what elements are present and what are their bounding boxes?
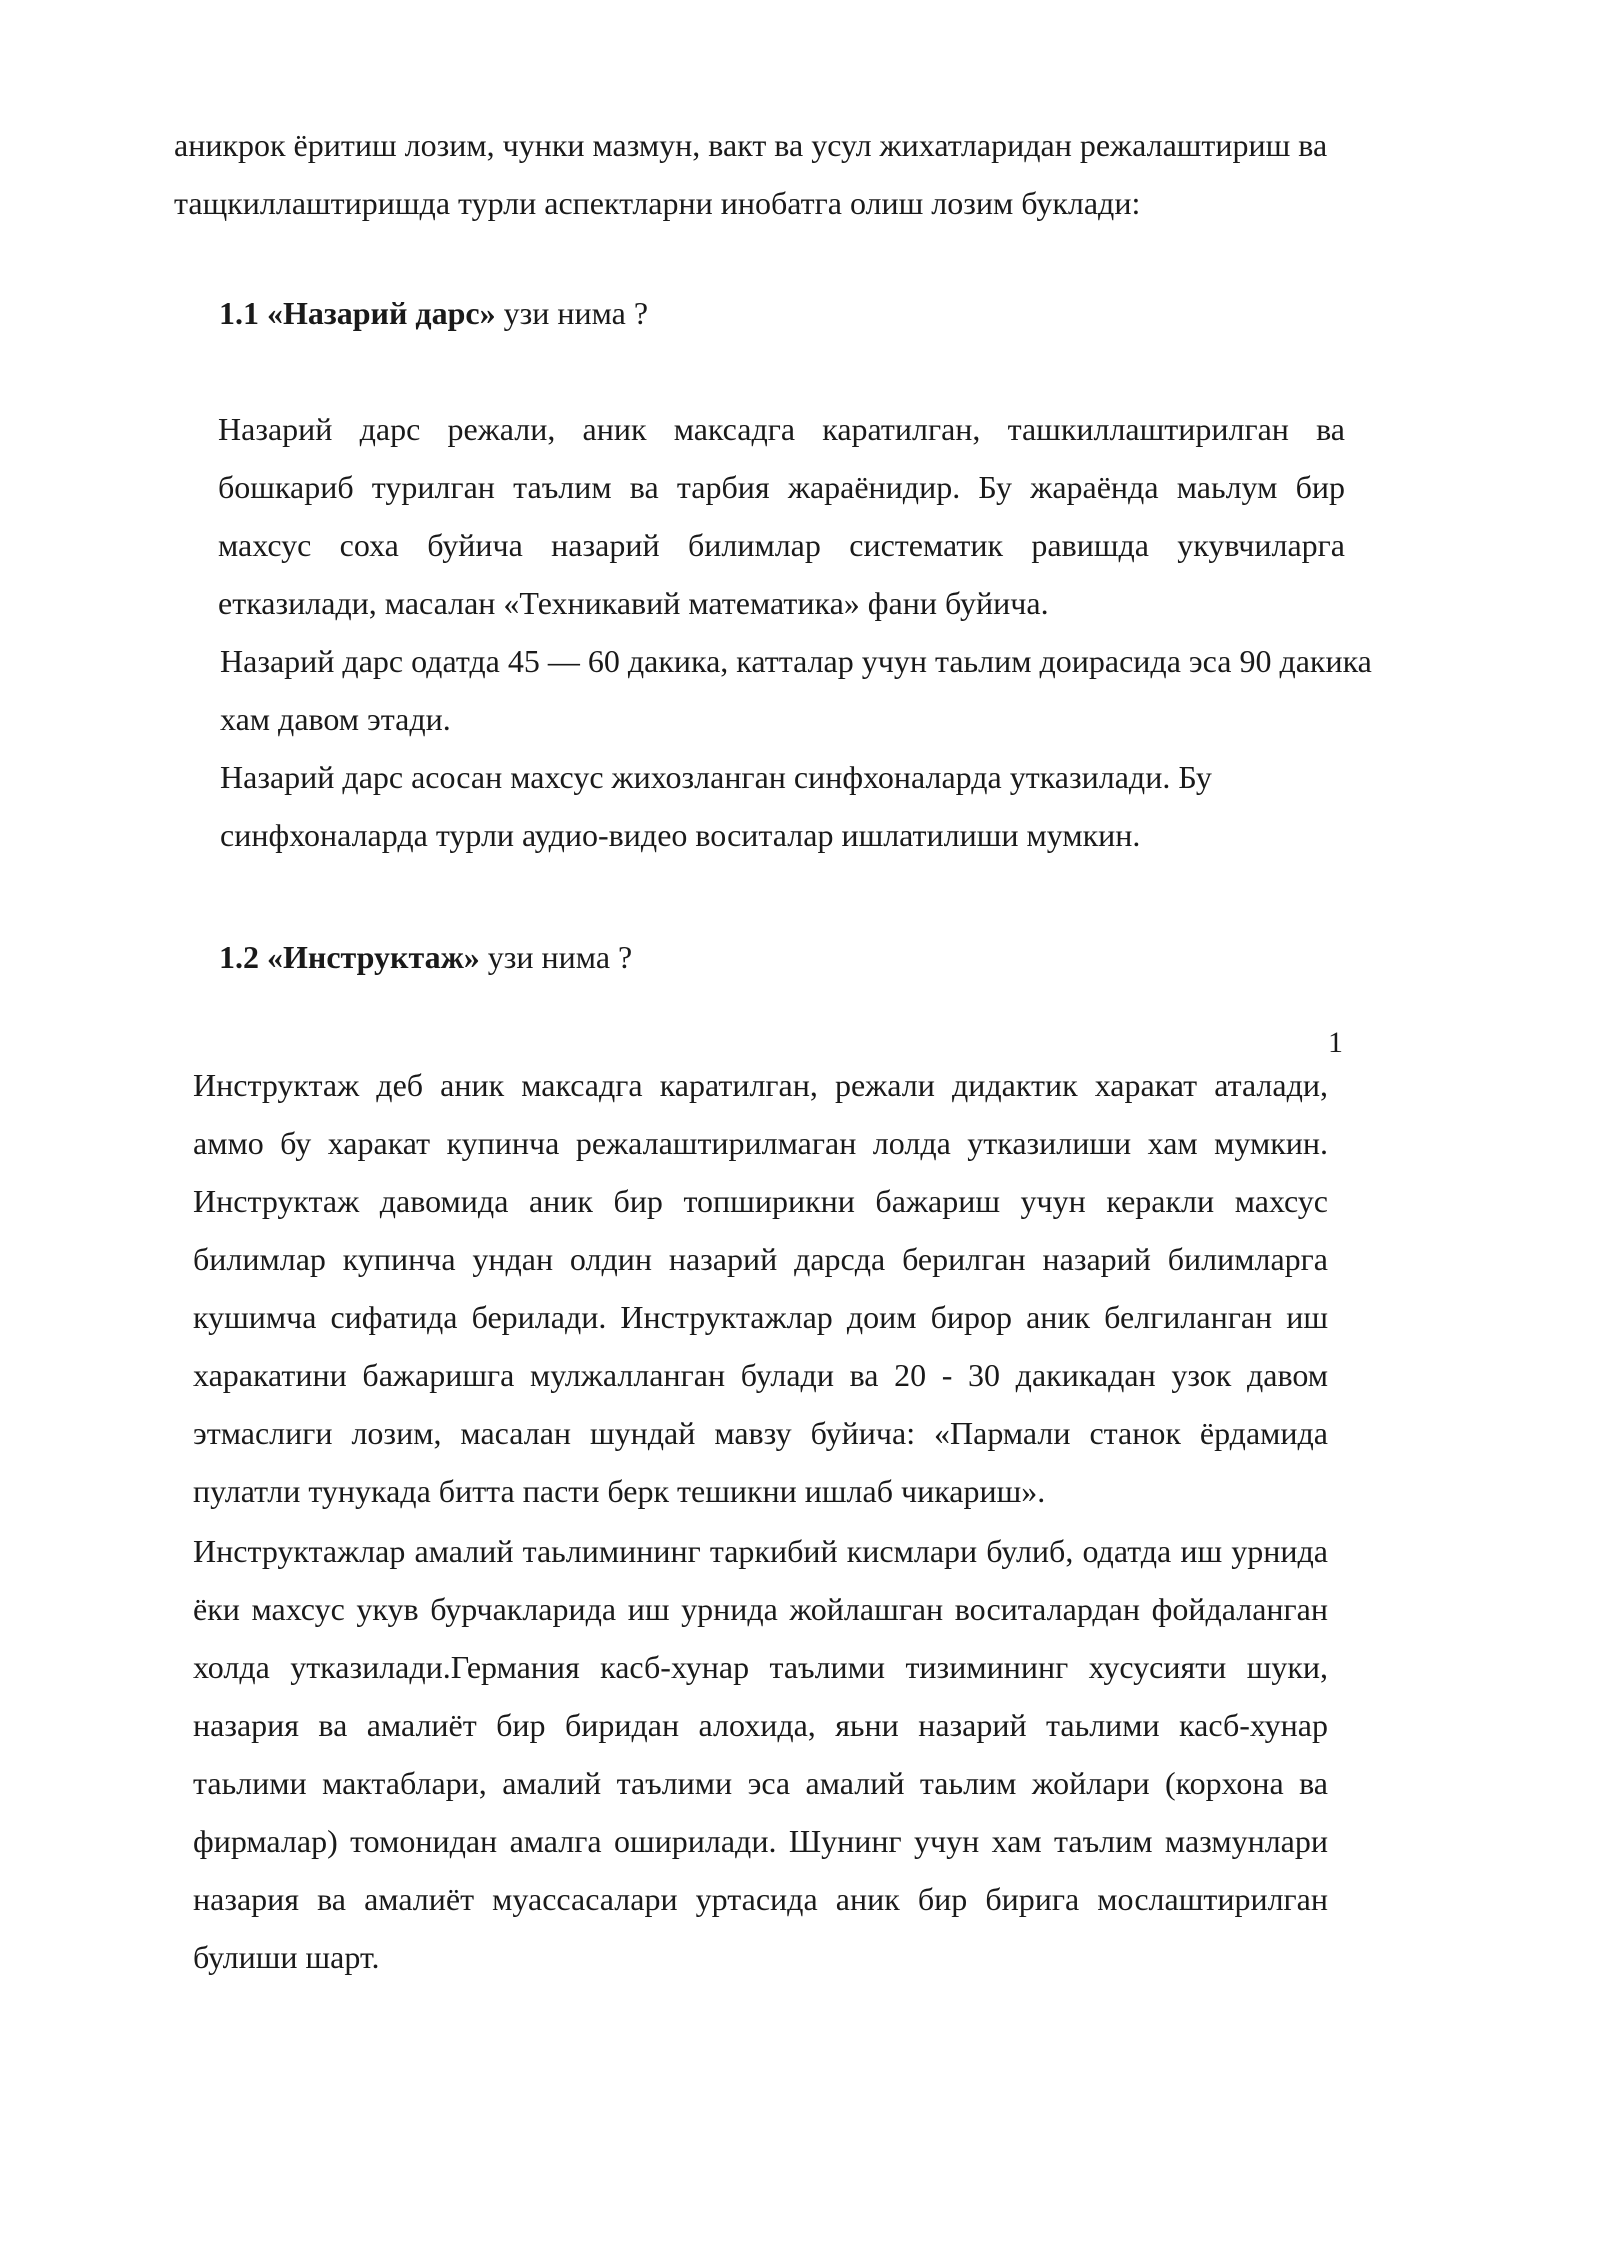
section-title: «Назарий дарс» bbox=[267, 295, 496, 331]
paragraph: Назарий дарс режали, аник максадга каратилган, ташкиллаштирилган ва бошкариб турилган таълим ва тарбия жараёнидир. Бу жараёнда маьлум бир махсус соха буйича назарий билимлар систематик равишда укувчиларга етказилади, масалан «Техникавий математика» фани буйича. bbox=[218, 411, 1345, 621]
paragraph: Назарий дарс одатда 45 — 60 дакика, катталар учун таьлим доирасида эса 90 дакика хам давом этади. bbox=[220, 643, 1372, 737]
paragraph: Инструктажлар амалий таьлимининг таркибий кисмлари булиб, одатда иш урнида ёки махсус укув бурчакларида иш урнида жойлашган воситалардан фойдаланган холда утказилади.Германия касб-хунар таълими тизимининг хусусияти шуки, назария ва амалиёт бир биридан алохида, яьни назарий таьлими касб-хунар таьлими мактаблари, амалий таълими эса амалий таьлим жойлари (корхона ва фирмалар) томонидан амалга оширилади. Шунинг учун хам таълим мазмунлари назария ва амалиёт муассасалари уртасида аник бир бирига мослаштирилган булиши шарт. bbox=[193, 1533, 1328, 1975]
section-heading-nazariy-dars bbox=[219, 284, 648, 342]
section-number: 1.2 bbox=[219, 939, 259, 975]
section-suffix: узи нима ? bbox=[487, 939, 633, 975]
intro-paragraph: аникрок ёритиш лозим, чунки мазмун, вакт ва усул жихатларидан режалаштириш ва тащкиллаштиришда турли аспектларни инобатга олиш лозим буклади: bbox=[174, 127, 1328, 221]
section-title: «Инструктаж» bbox=[267, 939, 480, 975]
section-body-instruktazh bbox=[193, 1056, 1328, 1986]
section-body-nazariy-dars bbox=[218, 400, 1372, 864]
section-heading-instruktazh bbox=[219, 928, 632, 986]
page-number: 1 bbox=[1328, 1026, 1343, 1059]
section-suffix: узи нима ? bbox=[503, 295, 649, 331]
paragraph: Назарий дарс асосан махсус жихозланган синфхоналарда утказилади. Бу синфхоналарда турли аудио-видео воситалар ишлатилиши мумкин. bbox=[220, 759, 1212, 853]
paragraph: Инструктаж деб аник максадга каратилган, режали дидактик харакат аталади, аммо бу харакат купинча режалаштирилмаган лолда утказилиши хам мумкин. Инструктаж давомида аник бир топширикни бажариш учун керакли махсус билимлар купинча ундан олдин назарий дарсда берилган назарий билимларга кушимча сифатида берилади. Инструктажлар доим бирор аник белгиланган иш харакатини бажаришга мулжалланган булади ва 20 - 30 дакикадан узок давом этмаслиги лозим, масалан шундай мавзу буйича: «Пармали станок ёрдамида пулатли тунукада битта пасти берк тешикни ишлаб чикариш». bbox=[193, 1067, 1328, 1509]
section-number: 1.1 bbox=[219, 295, 259, 331]
